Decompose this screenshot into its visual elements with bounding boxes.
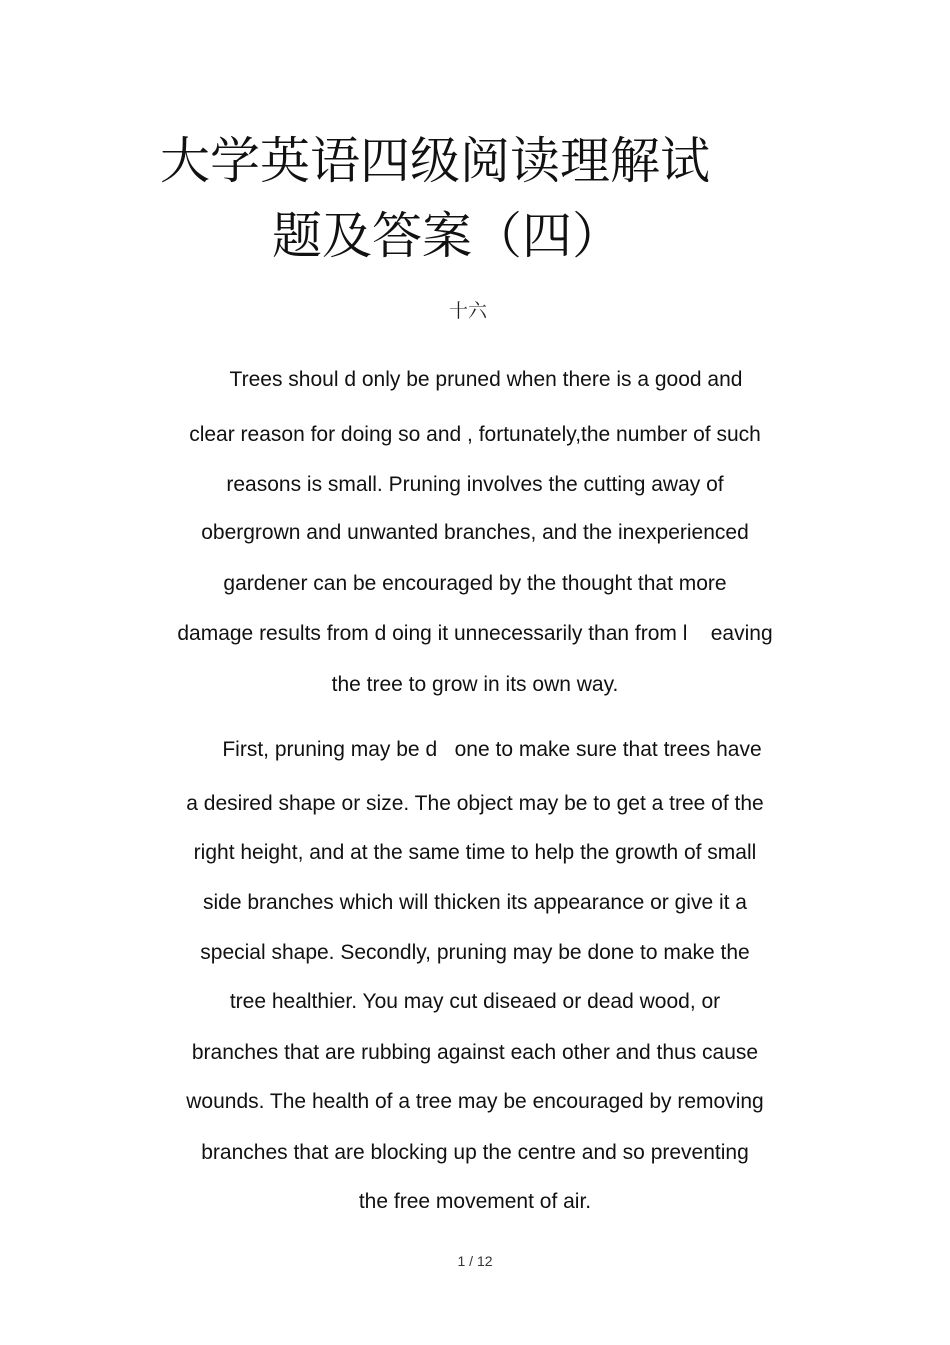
document-title-line-1: 大学英语四级阅读理解试 [160,132,710,190]
section-number: 十六 [449,300,488,322]
paragraph-2-line: First, pruning may be d one to make sure that trees have [222,738,762,761]
paragraph-2-line: branches that are rubbing against each other and thus cause [191,1041,759,1064]
paragraph-1-line: Trees shoul d only be pruned when there is a good and [229,368,743,391]
paragraph-1-line: gardener can be encouraged by the thought that more [223,572,727,595]
paragraph-2-line: branches that are blocking up the centre and so preventing [201,1141,749,1164]
paragraph-2-line: the free movement of air. [358,1190,592,1213]
paragraph-1-line: the tree to grow in its own way. [331,673,619,696]
paragraph-2-line: special shape. Secondly, pruning may be done to make the [200,941,750,964]
paragraph-1-line: obergrown and unwanted branches, and the inexperienced [201,521,749,544]
paragraph-2-line: wounds. The health of a tree may be encouraged by removing [186,1090,764,1113]
paragraph-2-line: tree healthier. You may cut diseaed or dead wood, or [229,990,721,1013]
paragraph-2-line: side branches which will thicken its appearance or give it a [203,891,747,914]
paragraph-1-line: clear reason for doing so and , fortunately,the number of such [189,423,761,446]
paragraph-1-line: reasons is small. Pruning involves the cutting away of [226,473,724,496]
page-number: 1 / 12 [457,1253,493,1269]
paragraph-2-line: right height, and at the same time to help the growth of small [193,841,757,864]
document-title-line-2: 题及答案（四） [272,207,622,265]
paragraph-2-line: a desired shape or size. The object may be to get a tree of the [186,792,764,815]
paragraph-1-line: damage results from d oing it unnecessarily than from l eaving [177,622,773,645]
